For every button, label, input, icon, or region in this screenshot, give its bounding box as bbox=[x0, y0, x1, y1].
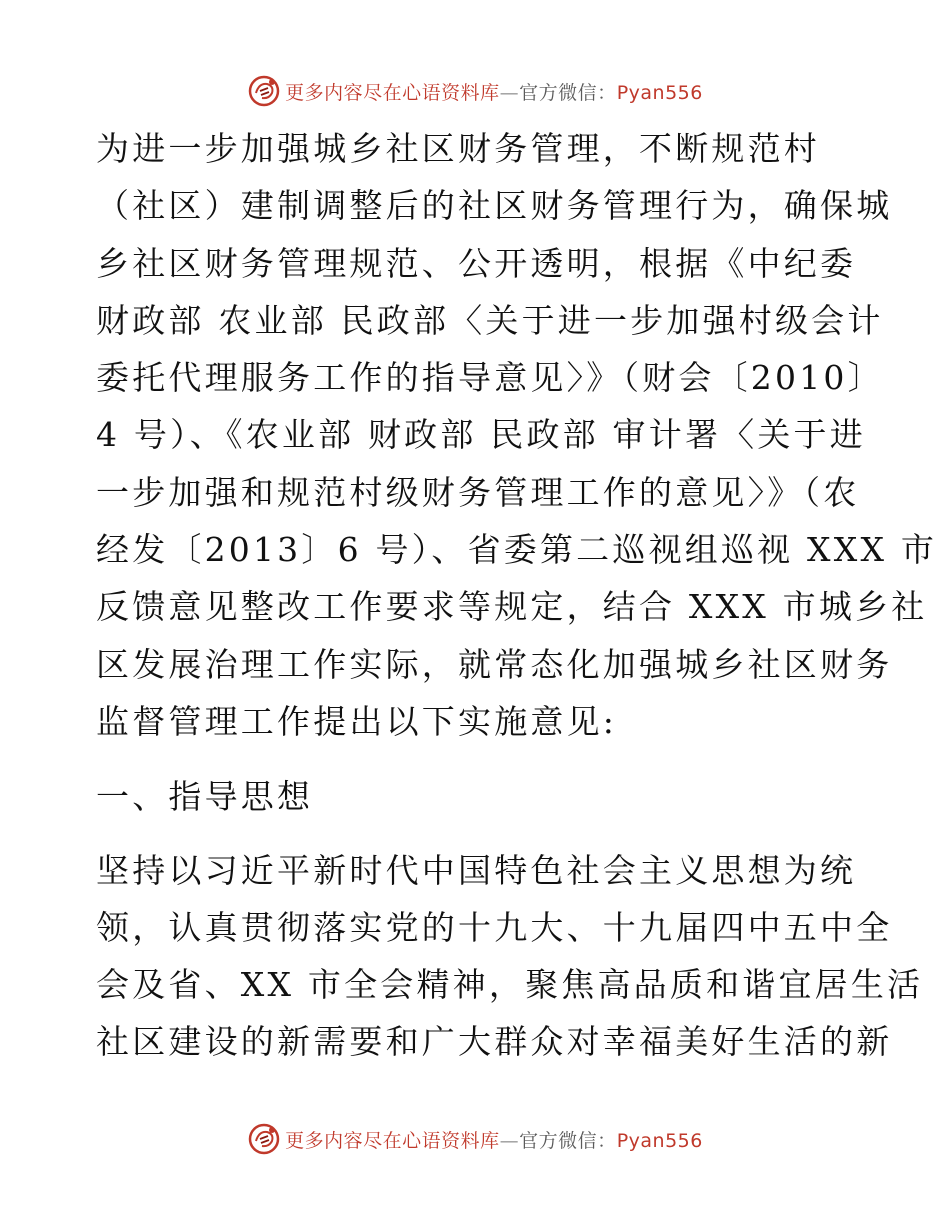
watermark-main-text: 更多内容尽在心语资料库 bbox=[285, 81, 500, 104]
watermark-wechat-label: 官方微信： bbox=[519, 81, 617, 104]
text-line: 委托代理服务工作的指导意见〉》（财会〔2010〕 bbox=[96, 358, 884, 398]
text-line: 4 号）、《农业部 财政部 民政部 审计署〈关于进 bbox=[96, 415, 866, 455]
document-body bbox=[96, 120, 938, 1071]
text-line: 一步加强和规范村级财务管理工作的意见〉》（农 bbox=[96, 472, 860, 512]
watermark-wechat-label: 官方微信： bbox=[519, 1129, 617, 1152]
text-line: 监督管理工作提出以下实施意见: bbox=[96, 701, 618, 741]
brain-logo-icon bbox=[247, 1122, 281, 1156]
watermark-wechat-id: Pyan556 bbox=[616, 1129, 703, 1152]
text-line: （社区）建制调整后的社区财务管理行为，确保城 bbox=[96, 186, 893, 226]
text-line: 领，认真贯彻落实党的十九大、十九届四中五中全 bbox=[96, 907, 893, 947]
text-line: 坚持以习近平新时代中国特色社会主义思想为统 bbox=[96, 850, 857, 890]
watermark-banner-bottom bbox=[0, 1119, 950, 1159]
text-line: 经发〔2013〕6 号）、省委第二巡视组巡视 XXX 市 bbox=[96, 530, 938, 570]
text-line: 为进一步加强城乡社区财务管理，不断规范村 bbox=[96, 129, 820, 168]
watermark-banner-top bbox=[0, 71, 950, 111]
watermark-separator: — bbox=[499, 1129, 520, 1152]
watermark-text bbox=[285, 1126, 703, 1153]
text-line: 乡社区财务管理规范、公开透明，根据《中纪委 bbox=[96, 243, 857, 283]
section-heading: 一、指导思想 bbox=[96, 777, 314, 817]
watermark-main-text: 更多内容尽在心语资料库 bbox=[285, 1129, 500, 1152]
intro-paragraph bbox=[96, 120, 938, 750]
text-line: 区发展治理工作实际，就常态化加强城乡社区财务 bbox=[96, 644, 893, 684]
brain-logo-icon bbox=[247, 74, 281, 108]
watermark-wechat-id: Pyan556 bbox=[616, 81, 703, 104]
guiding-thought-paragraph bbox=[96, 842, 924, 1071]
text-line: 反馈意见整改工作要求等规定，结合 XXX 市城乡社 bbox=[96, 587, 928, 627]
text-line: 社区建设的新需要和广大群众对幸福美好生活的新 bbox=[96, 1022, 893, 1062]
text-line: 财政部 农业部 民政部〈关于进一步加强村级会计 bbox=[96, 300, 884, 340]
watermark-text bbox=[285, 78, 703, 105]
text-line: 会及省、XX 市全会精神，聚焦高品质和谐宜居生活 bbox=[96, 965, 924, 1005]
watermark-separator: — bbox=[499, 81, 520, 104]
